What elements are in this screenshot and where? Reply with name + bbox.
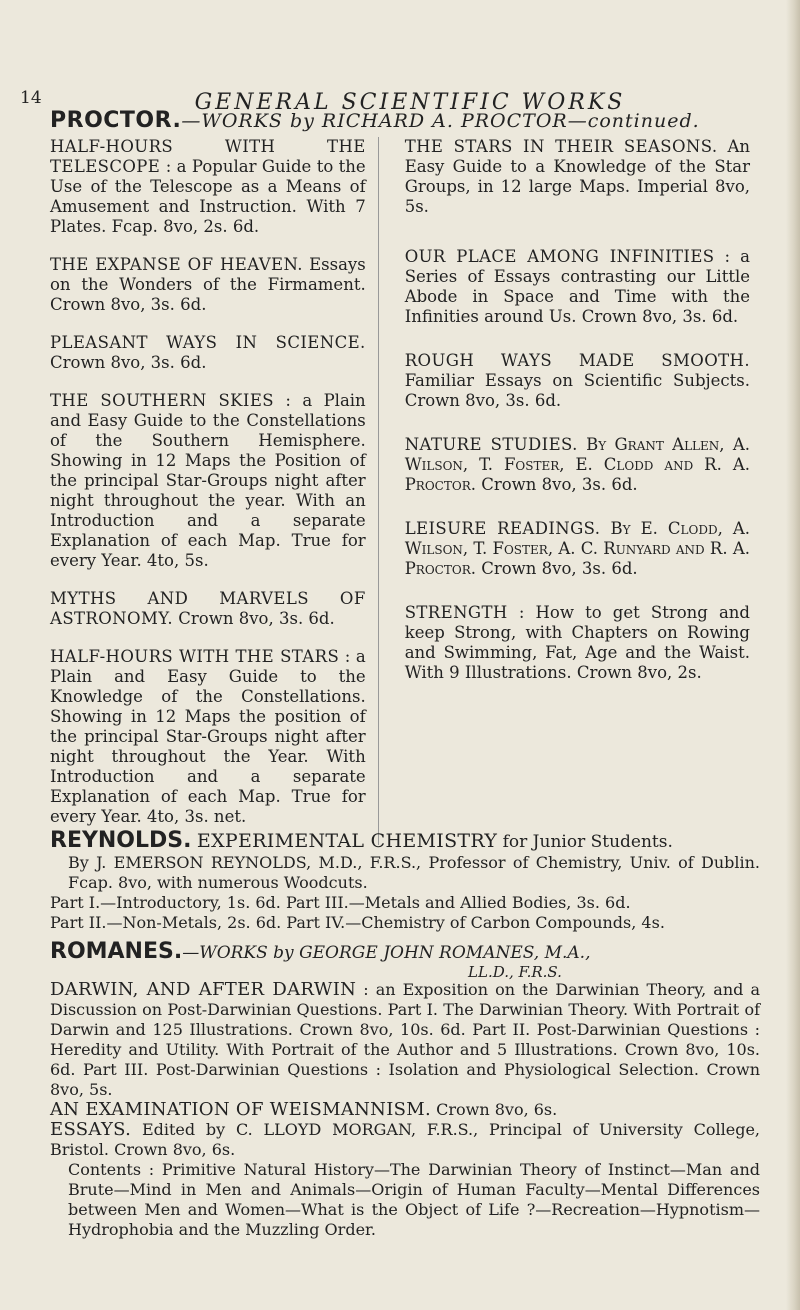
- book-description: Edited by C. LLOYD MORGAN, F.R.S., Principal of University College, Bristol. Crown 8vo, 6s.: [50, 1120, 760, 1159]
- book-title: HALF-HOURS WITH THE TELESCOPE: [50, 137, 366, 176]
- proctor-name: PROCTOR.: [50, 108, 182, 133]
- reynolds-parts-row-2: Part II.—Non-Metals, 2s. 6d. Part IV.—Chemistry of Carbon Compounds, 4s.: [50, 913, 665, 932]
- lower-sections: [50, 830, 760, 1248]
- book-entry: [50, 391, 366, 571]
- book-entry: [50, 647, 366, 827]
- book-description: : How to get Strong and keep Strong, with Chapters on Rowing and Swimming, Fat, Age and the Waist. With 9 Illustrations. Crown 8vo, 2s.: [404, 603, 750, 682]
- book-title: ESSAYS.: [50, 1119, 132, 1140]
- proctor-right-column: [389, 137, 750, 845]
- romanes-section: [50, 941, 760, 1240]
- book-description: Crown 8vo, 3s. 6d.: [481, 559, 638, 578]
- romanes-degrees: LL.D., F.R.S.: [468, 963, 562, 981]
- book-title: NATURE STUDIES.: [404, 435, 578, 454]
- proctor-works-line: —WORKS by RICHARD A. PROCTOR—continued.: [181, 110, 700, 132]
- book-byline: By Grant Allen, A. Wilson, T. Foster, E. Clodd and R. A. Proctor.: [404, 435, 750, 494]
- book-description: : a Plain and Easy Guide to the Constellations of the Southern Hemisphere. Showing in 12 Maps the Position of the principal Star-Groups night after night throughout the year. With an Introduction and a separate Explanation of each Map. True for every Year. 4to, 5s.: [50, 391, 366, 570]
- reynolds-header: [50, 830, 760, 853]
- book-description: Crown 8vo, 3s. 6d.: [178, 609, 335, 628]
- book-entry: [405, 603, 750, 683]
- book-description: : a Plain and Easy Guide to the Knowledge of the Constellations. Showing in 12 Maps the position of the principal Star-Groups night after night throughout the Year. With Introduction and a separate Explanation of each Map. True for every Year. 4to, 3s. net.: [50, 647, 366, 826]
- book-title: LEISURE READINGS.: [404, 519, 601, 538]
- reynolds-section: [50, 830, 760, 933]
- book-description: : a Series of Essays contrasting our Little Abode in Space and Time with the Infinities around Us. Crown 8vo, 3s. 6d.: [404, 247, 750, 326]
- romanes-contents: Contents : Primitive Natural History—The Darwinian Theory of Instinct—Man and Brute—Mind in Men and Animals—Origin of Human Faculty—Mental Differences between Men and Women—What is the Object of Life ?—Recreation—Hypnotism—Hydrophobia and the Muzzling Order.: [68, 1160, 760, 1239]
- book-title: THE SOUTHERN SKIES: [50, 391, 274, 410]
- book-entry: [405, 435, 750, 495]
- book-byline: By E. Clodd, A. Wilson, T. Foster, A. C. Runyard and R. A. Proctor.: [404, 519, 751, 578]
- book-entry: [405, 351, 750, 411]
- book-entry: [405, 137, 750, 217]
- proctor-columns: [50, 137, 750, 845]
- book-entry: [50, 589, 366, 629]
- book-title: MYTHS AND MARVELS OF ASTRONOMY.: [50, 589, 366, 628]
- book-description: Familiar Essays on Scientific Subjects. Crown 8vo, 3s. 6d.: [404, 371, 750, 410]
- book-entry: [50, 137, 366, 237]
- page-edge: [786, 0, 800, 1310]
- book-description: Crown 8vo, 3s. 6d.: [481, 475, 638, 494]
- romanes-header: [50, 941, 760, 964]
- book-entry: [50, 1100, 760, 1120]
- book-entry: [405, 519, 750, 579]
- book-entry: [50, 333, 366, 373]
- book-description: An Easy Guide to a Knowledge of the Star Groups, in 12 large Maps. Imperial 8vo, 5s.: [404, 137, 750, 216]
- reynolds-title-suffix: for Junior Students.: [502, 832, 673, 852]
- book-title: PLEASANT WAYS IN SCIENCE.: [50, 333, 366, 352]
- book-description: : an Exposition on the Darwinian Theory, and a Discussion on Post-Darwinian Questions. Part I. The Darwinian Theory. With Portrait of Darwin and 125 Illustrations. Crown 8vo, 10s. 6d. Part II. Post-Darwinian Questions : Heredity and Utility. With Portrait of the Author and 5 Illustrations. Crown 8vo, 10s. 6d. Part III. Post-Darwinian Questions : Isolation and Physiological Selection. Crown 8vo, 5s.: [50, 980, 760, 1099]
- running-head: GENERAL SCIENTIFIC WORKS: [194, 90, 626, 115]
- reynolds-parts-row-1: Part I.—Introductory, 1s. 6d. Part III.—Metals and Allied Bodies, 3s. 6d.: [50, 893, 631, 912]
- book-entry: [50, 1120, 760, 1160]
- reynolds-book-title: EXPERIMENTAL CHEMISTRY: [196, 830, 498, 852]
- book-description: : a Popular Guide to the Use of the Telescope as a Means of Amusement and Instruction. With 7 Plates. Fcap. 8vo, 2s. 6d.: [50, 157, 366, 236]
- book-title: DARWIN, AND AFTER DARWIN: [50, 979, 357, 1000]
- page-number: 14: [20, 88, 42, 108]
- proctor-header: [50, 108, 750, 133]
- book-entry: [50, 980, 760, 1100]
- romanes-name: ROMANES.: [50, 939, 183, 964]
- book-title: STRENGTH: [404, 603, 508, 622]
- book-entry: [50, 255, 366, 315]
- reynolds-body: By J. EMERSON REYNOLDS, M.D., F.R.S., Professor of Chemistry, Univ. of Dublin. Fcap. 8vo, with numerous Woodcuts.: [68, 853, 760, 892]
- book-title: THE STARS IN THEIR SEASONS.: [404, 137, 718, 156]
- book-entry: [405, 247, 750, 327]
- book-title: ROUGH WAYS MADE SMOOTH.: [404, 351, 750, 370]
- reynolds-name: REYNOLDS.: [50, 828, 192, 853]
- proctor-left-column: [50, 137, 379, 845]
- proctor-section: [50, 108, 750, 845]
- book-title: THE EXPANSE OF HEAVEN.: [50, 255, 303, 274]
- book-title: OUR PLACE AMONG INFINITIES: [404, 247, 715, 266]
- book-description: Essays on the Wonders of the Firmament. Crown 8vo, 3s. 6d.: [50, 255, 366, 314]
- book-title: AN EXAMINATION OF WEISMANNISM.: [50, 1099, 432, 1120]
- book-title: HALF-HOURS WITH THE STARS: [50, 647, 340, 666]
- book-description: Crown 8vo, 3s. 6d.: [50, 353, 207, 372]
- book-description: Crown 8vo, 6s.: [436, 1100, 558, 1119]
- romanes-works-line: —WORKS by GEORGE JOHN ROMANES, M.A.,: [182, 943, 591, 963]
